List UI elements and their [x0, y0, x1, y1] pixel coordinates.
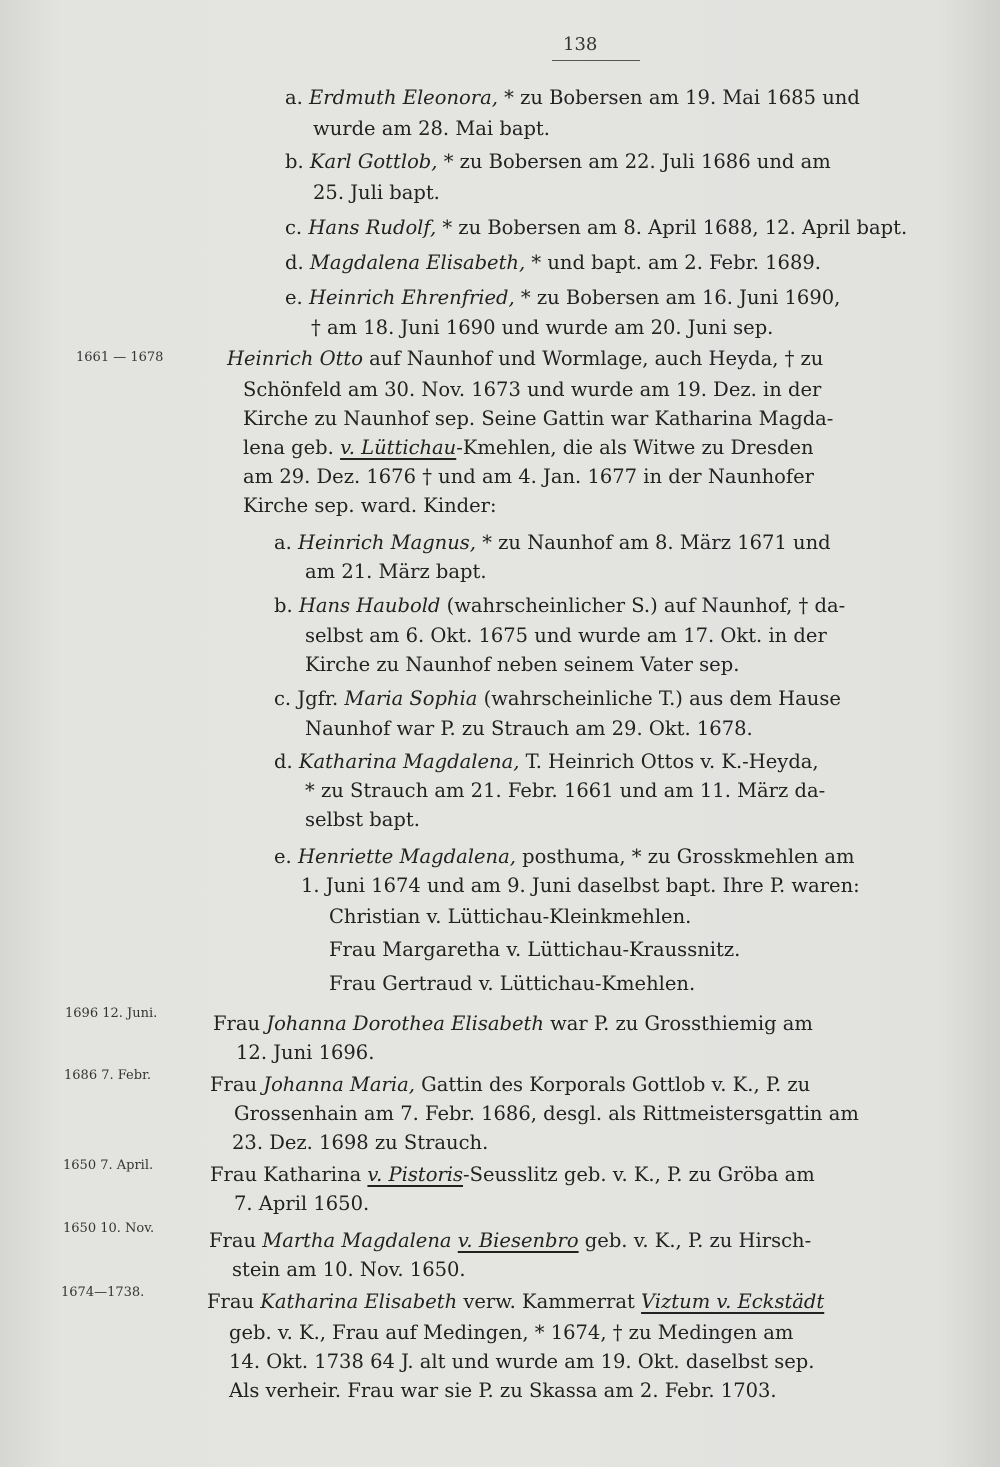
name-text: Karl Gottlob, [309, 150, 438, 173]
text-line [285, 150, 831, 174]
text-line [243, 436, 814, 460]
name-text: Heinrich Ehrenfried, [308, 286, 515, 309]
text-line [209, 1229, 811, 1253]
body-text: Frau Margaretha v. Lüttichau-Kraussnitz. [329, 938, 741, 961]
body-text: Christian v. Lüttichau-Kleinkmehlen. [329, 905, 692, 928]
body-text: c. [285, 216, 309, 239]
name-text: Katharina Elisabeth [260, 1290, 458, 1313]
text-line [213, 1012, 813, 1036]
body-text: d. [285, 251, 310, 274]
name-text: Henriette Magdalena, [297, 845, 516, 868]
text-line [329, 972, 695, 996]
body-text: Schönfeld am 30. Nov. 1673 und wurde am 19. Dez. in der [243, 378, 822, 401]
body-text: b. [285, 150, 310, 173]
body-text: * und bapt. am 2. Febr. 1689. [525, 251, 821, 274]
text-line [234, 1192, 369, 1216]
body-text: Frau [210, 1163, 264, 1186]
text-line [274, 531, 831, 555]
name-text: v. Biesenbro [457, 1229, 579, 1252]
text-line [229, 1350, 814, 1374]
text-line [285, 286, 840, 310]
body-text: † am 18. Juni 1690 und wurde am 20. Juni sep. [311, 316, 774, 339]
margin-date: 1696 12. Juni. [65, 1006, 158, 1021]
body-text: 14. Okt. 1738 64 J. alt und wurde am 19. Okt. daselbst sep. [229, 1350, 815, 1373]
body-text: Naunhof war P. zu Strauch am 29. Okt. 1678. [305, 717, 753, 740]
body-text: am 29. Dez. 1676 † und am 4. Jan. 1677 in der Naunhofer [243, 465, 815, 488]
text-line [229, 1321, 793, 1345]
body-text: Frau [207, 1290, 261, 1313]
body-text: b. [274, 594, 299, 617]
name-text: v. Pistoris [367, 1163, 464, 1186]
text-line [274, 845, 855, 869]
body-text: -Seusslitz geb. v. K., P. zu Gröba am [463, 1163, 815, 1186]
text-line [274, 594, 845, 618]
text-line [274, 750, 819, 774]
text-line [305, 653, 739, 677]
body-text: Kirche zu Naunhof neben seinem Vater sep. [305, 653, 740, 676]
body-text: 23. Dez. 1698 zu Strauch. [232, 1131, 489, 1154]
text-line [243, 407, 833, 431]
text-line [305, 808, 420, 832]
name-text: Johanna Maria, [263, 1073, 415, 1096]
name-text: Heinrich Magnus, [298, 531, 477, 554]
text-line [285, 216, 907, 240]
body-text: geb. v. K., Frau auf Medingen, * 1674, † zu Medingen am [229, 1321, 794, 1344]
text-line [313, 117, 550, 141]
name-text: Viztum v. Eckstädt [641, 1290, 825, 1313]
body-text: a. [285, 86, 310, 109]
body-text: verw. Kammerrat [457, 1290, 642, 1313]
text-line [313, 181, 440, 205]
text-line [207, 1290, 824, 1314]
body-text: 7. April 1650. [234, 1192, 370, 1215]
body-text: Als verheir. Frau war sie P. zu Skassa am 2. Febr. 1703. [229, 1379, 777, 1402]
name-text: Erdmuth Eleonora, [309, 86, 498, 109]
body-text: wurde am 28. Mai bapt. [313, 117, 550, 140]
body-text: posthuma, * zu Grosskmehlen am [515, 845, 855, 868]
text-line [305, 624, 827, 648]
body-text: Frau [210, 1073, 264, 1096]
margin-date: 1650 10. Nov. [63, 1221, 155, 1236]
body-text: e. [285, 286, 309, 309]
body-text: stein am 10. Nov. 1650. [232, 1258, 466, 1281]
name-text: v. Lüttichau [340, 436, 457, 459]
body-text: selbst bapt. [305, 808, 420, 831]
page-number: 138 [563, 34, 598, 55]
text-line [227, 347, 823, 371]
text-line [301, 874, 860, 898]
text-line [311, 316, 773, 340]
body-text: * zu Bobersen am 22. Juli 1686 und am [437, 150, 831, 173]
text-line [210, 1073, 810, 1097]
name-text: Martha Magdalena [262, 1229, 458, 1252]
text-line [305, 779, 825, 803]
text-line [329, 938, 740, 962]
body-text: * zu Bobersen am 16. Juni 1690, [514, 286, 841, 309]
body-text: (wahrscheinliche T.) aus dem Hause [477, 687, 841, 710]
body-text: * zu Naunhof am 8. März 1671 und [476, 531, 831, 554]
text-line [329, 905, 691, 929]
body-text: selbst am 6. Okt. 1675 und wurde am 17. Okt. in der [305, 624, 827, 647]
text-line [305, 560, 487, 584]
body-text: auf Naunhof und Wormlage, auch Heyda, † zu [362, 347, 824, 370]
body-text: war P. zu Grossthiemig am [543, 1012, 813, 1035]
text-line [243, 465, 814, 489]
body-text: T. Heinrich Ottos v. K.-Heyda, [519, 750, 819, 773]
body-text: Kirche sep. ward. Kinder: [243, 494, 497, 517]
body-text: Kirche zu Naunhof sep. Seine Gattin war Katharina Magda- [243, 407, 834, 430]
body-text: * zu Bobersen am 8. April 1688, 12. April bapt. [436, 216, 908, 239]
margin-date: 1661 — 1678 [76, 350, 164, 365]
body-text: * zu Bobersen am 19. Mai 1685 und [497, 86, 860, 109]
body-text: am 21. März bapt. [305, 560, 487, 583]
body-text: c. Jgfr. [274, 687, 345, 710]
margin-date: 1650 7. April. [63, 1158, 154, 1173]
body-text: (wahrscheinlicher S.) auf Naunhof, † da- [440, 594, 846, 617]
body-text: 1. Juni 1674 und am 9. Juni daselbst bapt. Ihre P. waren: [301, 874, 860, 897]
name-text: Johanna Dorothea Elisabeth [266, 1012, 544, 1035]
body-text: Katharina [263, 1163, 368, 1186]
margin-date: 1674—1738. [61, 1285, 145, 1300]
name-text: Heinrich Otto [227, 347, 363, 370]
text-line [285, 86, 860, 110]
body-text: Grossenhain am 7. Febr. 1686, desgl. als Rittmeistersgattin am [234, 1102, 859, 1125]
body-text: Frau Gertraud v. Lüttichau-Kmehlen. [329, 972, 696, 995]
name-text: Hans Haubold [298, 594, 441, 617]
body-text: d. [274, 750, 299, 773]
body-text: a. [274, 531, 299, 554]
text-line [232, 1258, 466, 1282]
text-line [243, 494, 497, 518]
body-text: 25. Juli bapt. [313, 181, 440, 204]
text-line [234, 1102, 859, 1126]
body-text: Frau [213, 1012, 267, 1035]
text-line [236, 1041, 374, 1065]
body-text: Frau [209, 1229, 263, 1252]
body-text: -Kmehlen, die als Witwe zu Dresden [456, 436, 814, 459]
text-line [243, 378, 821, 402]
body-text: * zu Strauch am 21. Febr. 1661 und am 11. März da- [305, 779, 826, 802]
text-line [274, 687, 841, 711]
margin-date: 1686 7. Febr. [64, 1068, 151, 1083]
body-text: lena geb. [243, 436, 341, 459]
name-text: Hans Rudolf, [308, 216, 437, 239]
name-text: Katharina Magdalena, [298, 750, 520, 773]
body-text: Gattin des Korporals Gottlob v. K., P. zu [414, 1073, 811, 1096]
text-line [305, 717, 753, 741]
text-line [285, 251, 821, 275]
text-line [229, 1379, 777, 1403]
text-line [232, 1131, 488, 1155]
page-number-rule [552, 60, 640, 61]
name-text: Maria Sophia [344, 687, 478, 710]
text-line [210, 1163, 815, 1187]
name-text: Magdalena Elisabeth, [309, 251, 526, 274]
body-text: e. [274, 845, 298, 868]
body-text: geb. v. K., P. zu Hirsch- [578, 1229, 812, 1252]
body-text: 12. Juni 1696. [236, 1041, 375, 1064]
